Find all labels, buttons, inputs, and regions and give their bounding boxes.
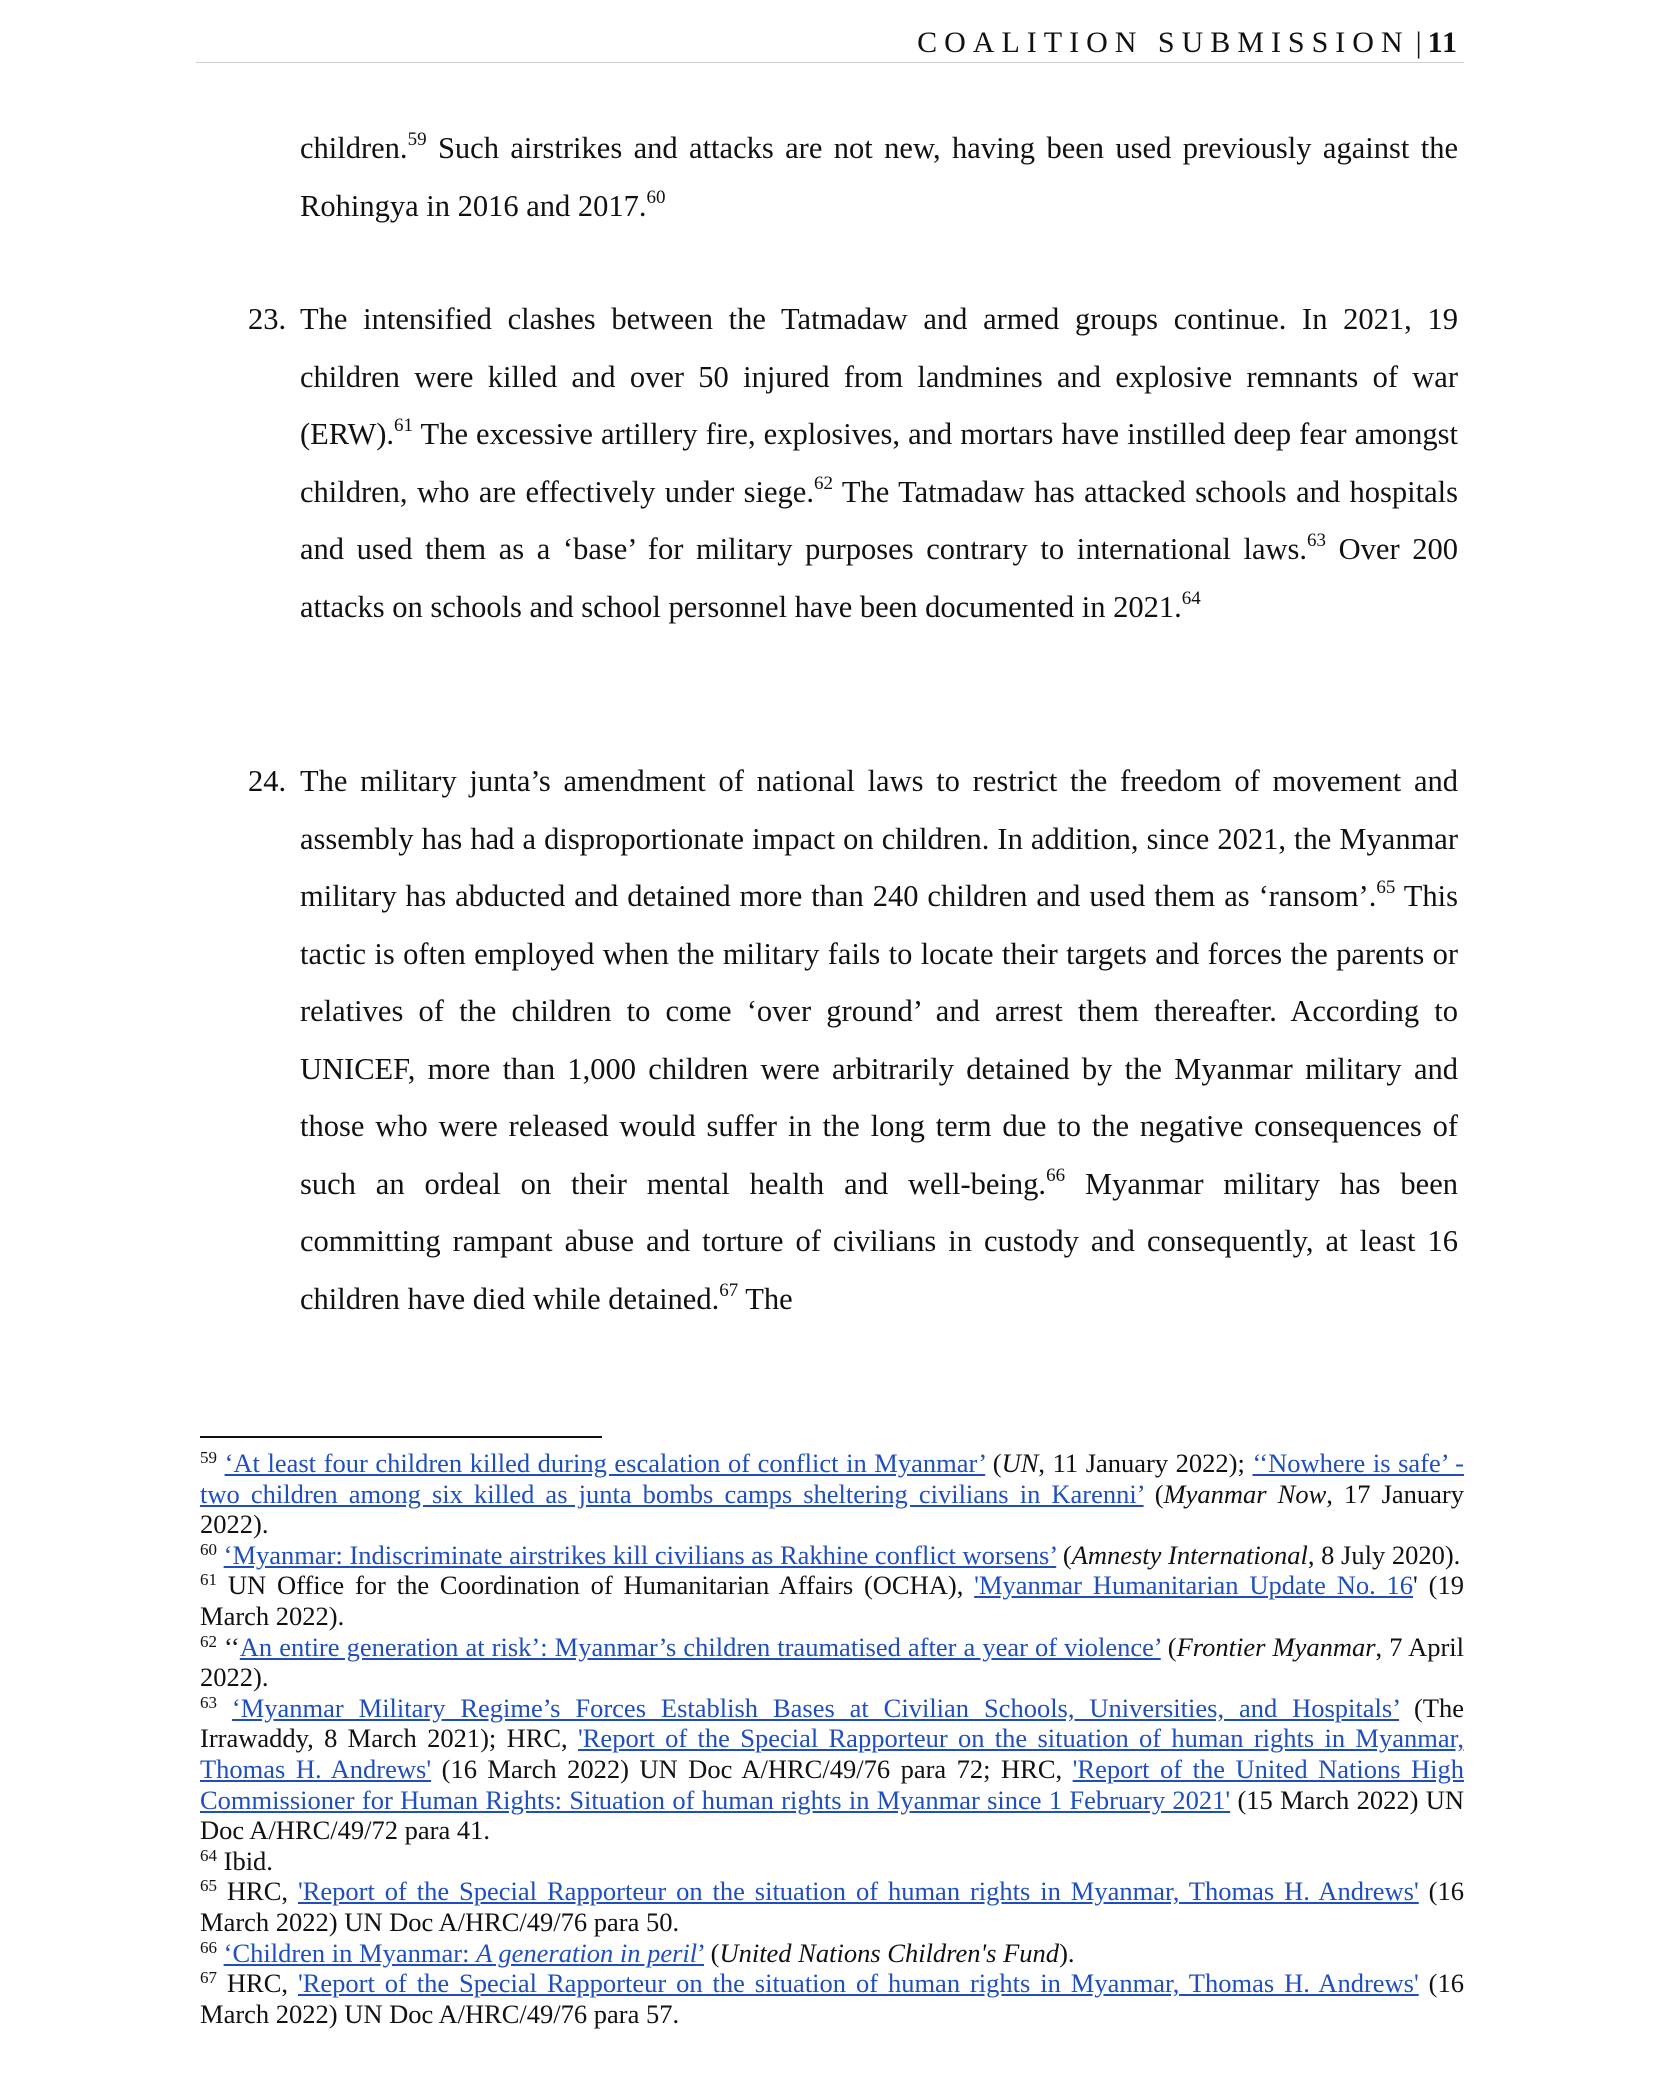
footnote-ref-62[interactable]: 62: [813, 472, 833, 494]
footnote-62: [200, 1632, 1464, 1693]
footnote-66: [200, 1938, 1464, 1969]
paragraph-24: [248, 753, 1459, 1328]
footnote-link[interactable]: 'Report of the Special Rapporteur on the situation of human rights in Myanmar, Thomas H. Andrews': [297, 1968, 1419, 1999]
footnote-60: [200, 1540, 1464, 1571]
paragraph-number: 24.: [248, 764, 287, 798]
paragraph-text: children.: [300, 131, 408, 165]
footnote-number: 67: [200, 1968, 217, 1988]
paragraph-23: [248, 291, 1458, 636]
footnote-source: United Nations Children's Fund: [719, 1937, 1060, 1968]
paragraph-text: The: [738, 1281, 793, 1316]
footnote-text: Ibid.: [217, 1845, 273, 1876]
footnotes: [200, 1448, 1464, 2029]
footnote-ref-65[interactable]: 65: [1376, 877, 1396, 898]
page-number: 11: [1427, 26, 1458, 59]
footnote-link[interactable]: 'Myanmar Humanitarian Update No. 16: [974, 1570, 1414, 1601]
paragraph-text: Such airstrikes and attacks are not new, having been used previously against the Rohingya in 2016 and 2017.: [300, 131, 1458, 223]
footnote-text: ).: [1059, 1937, 1075, 1968]
footnote-link[interactable]: 'Report of the Special Rapporteur on the situation of human rights in Myanmar, Thomas H. Andrews': [297, 1876, 1419, 1907]
footnote-source: UN: [1001, 1448, 1039, 1478]
footnote-text: (: [1056, 1539, 1072, 1570]
header-separator: |: [1415, 26, 1422, 59]
paragraph-text: The intensified clashes between the Tatmadaw and armed groups continue. In 2021, 19 children were killed and over 50 injured from landmines and explosive remnants of war (ERW).: [300, 302, 1458, 451]
footnote-text: (The Irrawaddy, 8 March 2021); HRC,: [200, 1692, 1464, 1754]
footnote-65: [200, 1876, 1464, 1937]
footnote-source: Frontier Myanmar: [1176, 1631, 1376, 1662]
footnote-text: , 17 January 2022).: [200, 1478, 1465, 1540]
footnote-link[interactable]: 'Report of the United Nations High Commissioner for Human Rights: Situation of human rights in Myanmar since 1 February 2021': [200, 1753, 1465, 1815]
footnote-64: [200, 1846, 1464, 1877]
footnote-ref-63[interactable]: 63: [1307, 530, 1327, 551]
footnote-text: ' (19 March 2022).: [200, 1570, 1464, 1631]
footnote-number: 64: [200, 1845, 217, 1865]
footnote-ref-64[interactable]: 64: [1181, 587, 1201, 609]
footnote-67: [200, 1968, 1464, 2029]
footnote-source: Myanmar Now: [1163, 1478, 1327, 1509]
footnote-text: (: [985, 1448, 1002, 1478]
footnote-text: (15 March 2022) UN Doc A/HRC/49/72 para 41.: [200, 1784, 1465, 1846]
paragraph-text: The military junta’s amendment of national laws to restrict the freedom of movement and assembly has had a disproportionate impact on children. In addition, since 2021, the Myanmar military has abducted and detained more than 240 children and used them as ‘ransom’.: [300, 764, 1458, 913]
footnote-text: ‘‘: [217, 1631, 240, 1662]
footnote-text: (: [1143, 1478, 1164, 1509]
footnote-59: [200, 1448, 1464, 1540]
paragraph-text: The Tatmadaw has attacked schools and hospitals and used them as a ‘base’ for military purposes contrary to international laws.: [300, 474, 1458, 566]
footnote-text: (16 March 2022) UN Doc A/HRC/49/76 para 72; HRC,: [431, 1753, 1073, 1784]
footnote-text: , 11 January 2022);: [1038, 1448, 1253, 1478]
footnote-link[interactable]: ‘‘Nowhere is safe’ - two children among six killed as junta bombs camps sheltering civilians in Karenni’: [200, 1448, 1465, 1509]
footnote-text: (16 March 2022) UN Doc A/HRC/49/76 para 50.: [200, 1876, 1465, 1937]
footnote-number: 65: [200, 1876, 217, 1896]
footnote-link[interactable]: ‘Myanmar: Indiscriminate airstrikes kill civilians as Rakhine conflict worsens’: [223, 1539, 1057, 1570]
footnote-text: (16 March 2022) UN Doc A/HRC/49/76 para 57.: [200, 1968, 1465, 2029]
paragraph-text: The excessive artillery fire, explosives, and mortars have instilled deep fear amongst children, who are effectively under siege.: [300, 417, 1458, 509]
paragraph-text: This tactic is often employed when the military fails to locate their targets and forces the parents or relatives of the children to come ‘over ground’ and arrest them thereafter. According to UNICEF, more than 1,000 children were arbitrarily detained by the Myanmar military and those who were released would suffer in the long term due to the negative consequences of such an ordeal on their mental health and well-being.: [300, 879, 1458, 1201]
page-header: [196, 26, 1464, 63]
footnote-link-text: ‘Children in Myanmar:: [223, 1937, 477, 1968]
footnote-number: 66: [200, 1937, 217, 1957]
footnote-link[interactable]: [224, 1938, 704, 1968]
footnote-number: 62: [200, 1631, 217, 1651]
footnote-ref-67[interactable]: 67: [719, 1279, 739, 1301]
paragraph-text: Over 200 attacks on schools and school personnel have been documented in 2021.: [300, 532, 1458, 624]
footnote-ref-66[interactable]: 66: [1046, 1164, 1066, 1186]
footnote-link[interactable]: ‘Myanmar Military Regime’s Forces Establish Bases at Civilian Schools, Universities, and Hospitals’: [231, 1692, 1400, 1723]
footnote-text: (: [703, 1937, 720, 1968]
paragraph-text: Myanmar military has been committing rampant abuse and torture of civilians in custody and consequently, at least 16 children have died while detained.: [300, 1166, 1459, 1316]
footnote-text: (: [1160, 1631, 1177, 1662]
footnote-text: , 7 April 2022).: [200, 1631, 1465, 1693]
footnote-61: [200, 1570, 1464, 1631]
footnote-ref-61[interactable]: 61: [394, 415, 414, 436]
footnote-text: HRC,: [217, 1876, 298, 1907]
paragraph-number: 23.: [248, 302, 287, 336]
footnote-link-text: ’: [697, 1937, 704, 1968]
header-text: [917, 26, 1458, 60]
footnote-number: 63: [200, 1692, 217, 1712]
footnote-separator: [200, 1436, 602, 1438]
footnote-link[interactable]: An entire generation at risk’: Myanmar’s children traumatised after a year of violence’: [239, 1631, 1161, 1662]
footnote-link[interactable]: 'Report of the Special Rapporteur on the situation of human rights in Myanmar, Thomas H. Andrews': [200, 1723, 1464, 1784]
footnote-ref-59[interactable]: 59: [407, 129, 427, 150]
footnote-ref-60[interactable]: 60: [646, 186, 666, 208]
footnote-number: 61: [200, 1570, 217, 1590]
footnote-text: HRC,: [217, 1968, 298, 1999]
paragraph-continued: [300, 120, 1458, 235]
header-title: COALITION SUBMISSION: [917, 26, 1410, 59]
footnote-text: , 8 July 2020).: [1307, 1539, 1461, 1570]
footnote-text: UN Office for the Coordination of Humanitarian Affairs (OCHA),: [217, 1570, 975, 1601]
footnote-number: 60: [200, 1539, 217, 1559]
footnote-source: Amnesty International: [1071, 1539, 1308, 1570]
footnote-link-italic: A generation in peril: [476, 1937, 698, 1968]
footnote-number: 59: [200, 1448, 217, 1467]
footnote-63: [200, 1693, 1464, 1846]
footnote-link[interactable]: ‘At least four children killed during escalation of conflict in Myanmar’: [224, 1448, 986, 1478]
